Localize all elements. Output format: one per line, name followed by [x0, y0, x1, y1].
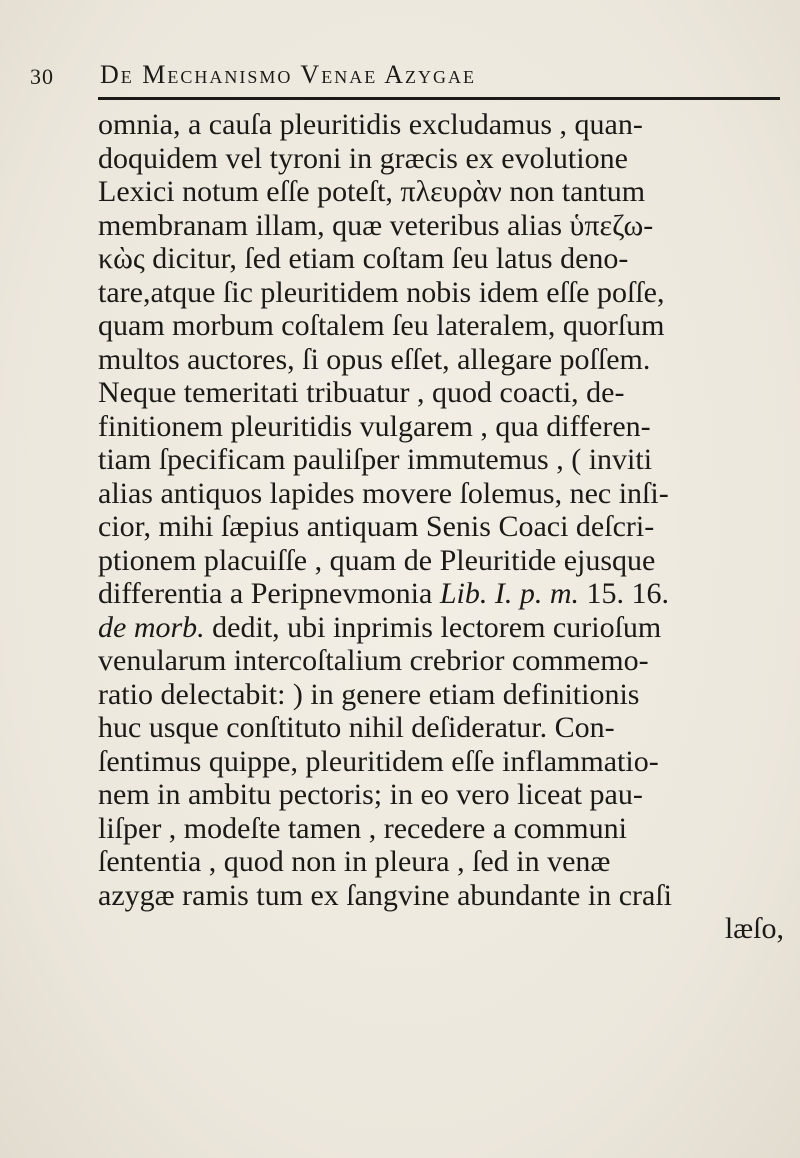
text-line: ſententia , quod non in pleura , ſed in venæ: [98, 845, 611, 878]
running-title: De Mechanismo Venae Azygae: [100, 60, 477, 89]
body-text: [98, 108, 788, 946]
text-line: κὼς dicitur, ſed etiam coſtam ſeu latus deno-: [98, 242, 629, 275]
citation-italic: Lib. I. p. m.: [439, 577, 580, 610]
text-line: multos auctores, ſi opus eſſet, allegare poſſem.: [98, 342, 651, 376]
page-number: 30: [30, 64, 54, 89]
line-text: dedit, ubi inprimis lectorem curioſum: [204, 610, 662, 644]
text-line: ſentimus quippe, pleuritidem eſſe inflammatio-: [98, 744, 659, 778]
text-line: omnia, a cauſa pleuritidis excludamus , quan-: [98, 108, 643, 141]
text-line: Lexici notum eſſe poteſt, πλευρὰν non tantum: [98, 175, 646, 208]
text-line: tiam ſpecificam pauliſper immutemus , ( inviti: [98, 443, 653, 476]
text-line: nem in ambitu pectoris; in eo vero liceat pau-: [98, 778, 643, 811]
citation-italic: de morb.: [98, 610, 205, 644]
text-line: venularum intercoſtalium crebrior commemo-: [98, 644, 649, 677]
line-text: differentia a Peripnevmonia: [98, 577, 440, 610]
text-line: doquidem vel tyroni in græcis ex evolutione: [98, 141, 628, 175]
text-line: liſper , modeſte tamen , recedere a communi: [98, 811, 627, 845]
running-header: [30, 60, 790, 96]
text-line: huc usque conſtituto nihil deſideratur. Con-: [98, 711, 615, 744]
text-line: Neque temeritati tribuatur , quod coacti, de-: [98, 376, 625, 409]
text-line: finitionem pleuritidis vulgarem , qua differen-: [98, 409, 651, 443]
text-line: alias antiquos lapides movere ſolemus, nec inſi-: [98, 476, 669, 510]
text-line: tare,atque ſic pleuritidem nobis idem eſſe poſſe,: [98, 275, 665, 309]
text-line: ratio delectabit: ) in genere etiam definitionis: [98, 677, 640, 711]
text-line: ptionem placuiſſe , quam de Pleuritide ejusque: [98, 543, 656, 577]
header-rule: [98, 97, 780, 100]
catchword: læſo,: [724, 912, 784, 945]
text-line: cior, mihi ſæpius antiquam Senis Coaci deſcri-: [98, 510, 655, 543]
text-line-with-citation: [98, 611, 788, 645]
text-line: membranam illam, quæ veteribus alias ὑπεζω-: [98, 208, 654, 242]
text-line: azygæ ramis tum ex ſangvine abundante in craſi: [98, 878, 672, 912]
line-text: 15. 16.: [579, 577, 670, 610]
text-line-with-citation: [98, 577, 788, 611]
text-line: quam morbum coſtalem ſeu lateralem, quorſum: [98, 309, 665, 342]
